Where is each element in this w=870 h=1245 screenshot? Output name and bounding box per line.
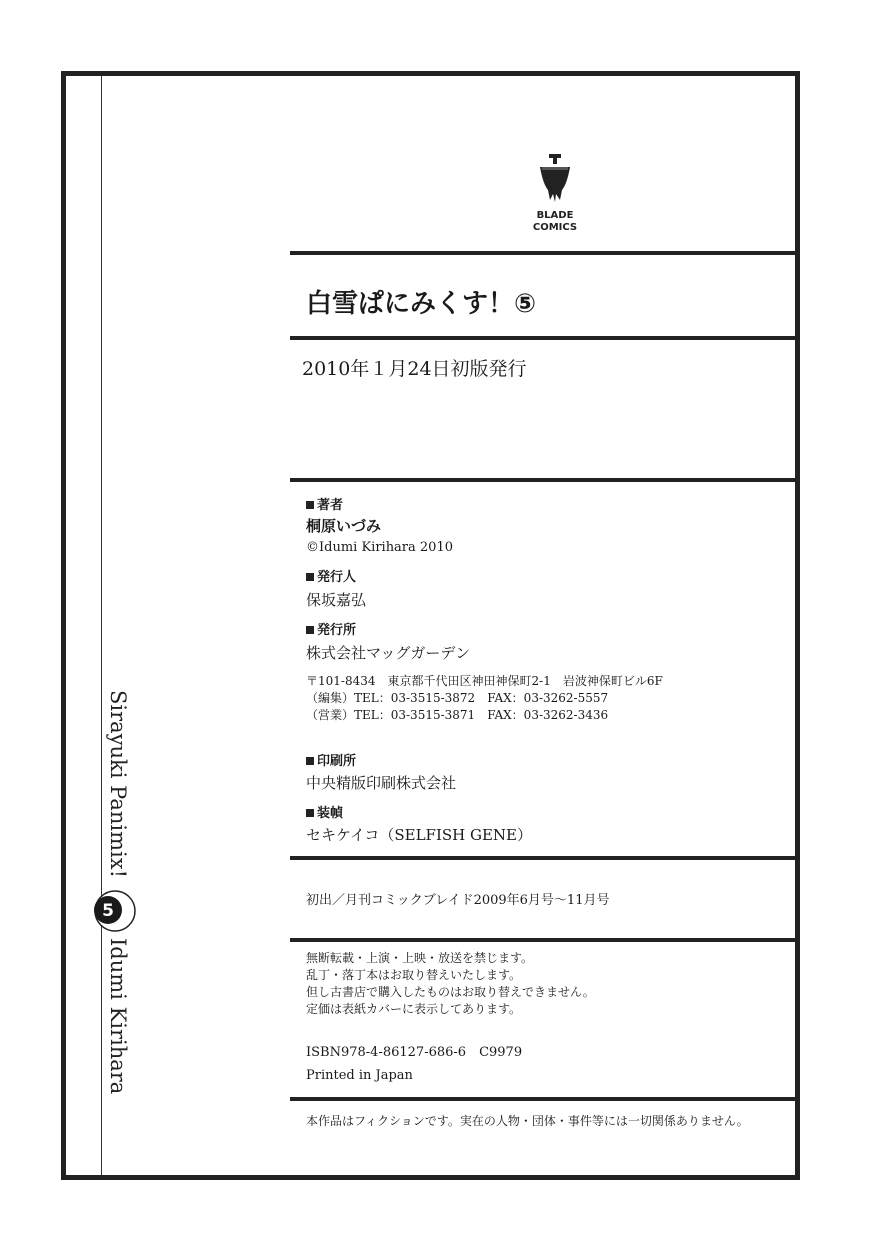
notice-line: 無断転載・上演・上映・放送を禁じます。 [306,951,534,965]
fiction-notice: 本作品はフィクションです。実在の人物・団体・事件等には一切関係ありません。 [306,1114,749,1128]
author-name: 桐原いづみ [306,517,382,535]
spine-divider [101,76,102,1175]
rule [290,336,800,340]
rule [290,478,800,482]
author-heading: 著者 [306,494,343,513]
rule [290,938,800,942]
tel-editorial: （編集）TEL：03-3515-3872 FAX：03-3262-5557 [306,691,609,705]
rule [290,856,800,860]
spine-title: Sirayuki Panimix! [106,690,130,879]
publisher-heading: 発行所 [306,619,356,638]
printer-name: 中央精版印刷株式会社 [306,774,457,792]
isbn: ISBN978-4-86127-686-6 C9979 [306,1045,523,1060]
publisher-name: 株式会社マッグガーデン [306,644,471,662]
tel-sales: （営業）TEL：03-3515-3871 FAX：03-3262-3436 [306,708,609,722]
design-credit: セキケイコ（SELFISH GENE） [306,826,533,844]
notice-line: 乱丁・落丁本はお取り替えいたします。 [306,968,522,982]
design-heading: 装幀 [306,802,343,821]
notice-line: 定価は表紙カバーに表示してあります。 [306,1002,522,1016]
rule [290,1097,800,1101]
notice-line: 但し古書店で購入したものはお取り替えできません。 [306,985,595,999]
publisher-address: 〒101-8434 東京都千代田区神田神保町2-1 岩波神保町ビル6F [306,674,663,688]
printed-in: Printed in Japan [306,1068,413,1083]
book-title: 白雪ぱにみくす！⑤ [306,289,537,319]
spine-author: Idumi Kirihara [106,938,130,1095]
copyright: ©Idumi Kirihara 2010 [306,540,453,555]
first-appearance: 初出／月刊コミックブレイド2009年6月号～11月号 [306,893,610,908]
spine-author-block [104,938,136,1138]
publication-date: 2010年１月24日初版発行 [302,358,527,380]
blade-comics-logo [522,150,588,236]
volume-number: 5 [102,901,114,921]
printer-heading: 印刷所 [306,750,356,769]
volume-badge [92,888,138,934]
logo-line1: BLADE [536,210,574,221]
rule [290,251,800,255]
logo-line2: COMICS [532,222,578,233]
publisher-person-heading: 発行人 [306,566,356,585]
publisher-person: 保坂嘉弘 [306,591,367,609]
